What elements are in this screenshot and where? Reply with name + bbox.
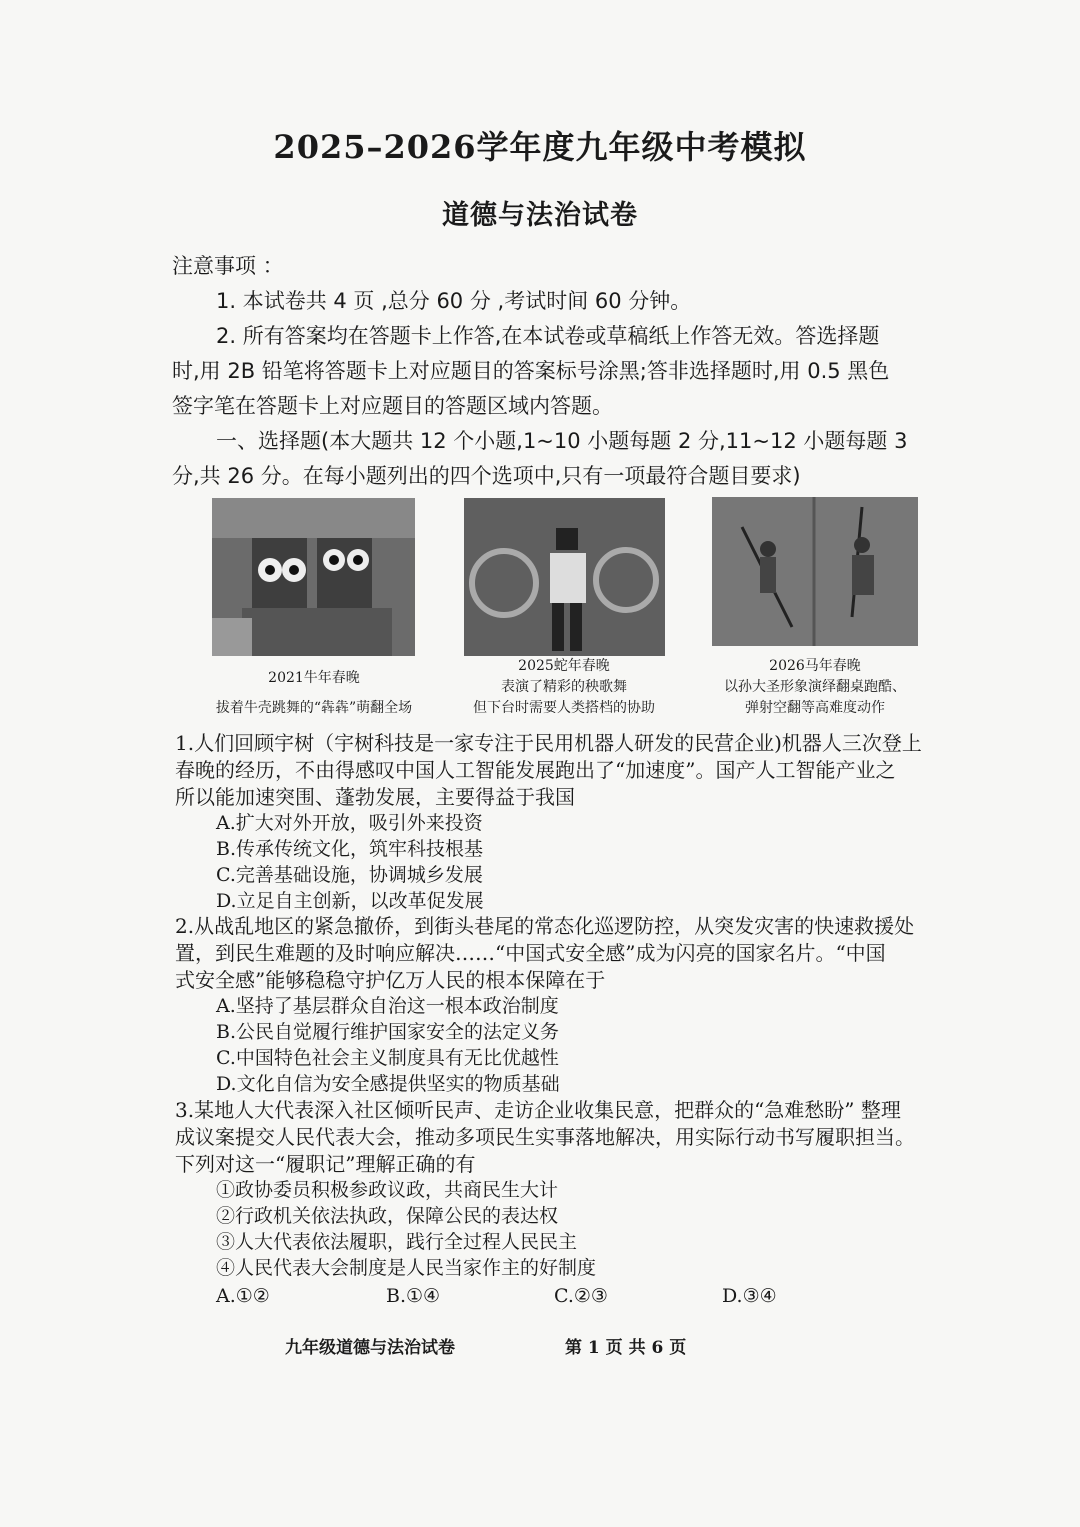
question-1-option-b: B.传承传统文化，筑牢科技根基 bbox=[216, 838, 484, 860]
image-caption-2-line-1: 2025蛇年春晚 bbox=[518, 658, 610, 674]
question-3-statement-1: ①政协委员积极参政议政，共商民生大计 bbox=[216, 1179, 559, 1201]
question-1-option-d: D.立足自主创新，以改革促发展 bbox=[216, 890, 484, 912]
section-instruction-line-1: 一、选择题(本大题共 12 个小题,1~10 小题每题 2 分,11~12 小题每题 3 bbox=[216, 429, 908, 453]
question-2-line-1: 2.从战乱地区的紧急撤侨，到街头巷尾的常态化巡逻防控，从突发灾害的快速救援处 bbox=[175, 914, 915, 938]
question-3-line-3: 下列对这一“履职记”理解正确的有 bbox=[175, 1152, 476, 1176]
question-3-option-b: B.①④ bbox=[386, 1285, 441, 1307]
question-1-line-1: 1.人们回顾宇树（宇树科技是一家专注于民用机器人研发的民营企业)机器人三次登上 bbox=[175, 731, 922, 755]
exam-title: 2025–2026学年度九年级中考模拟 bbox=[273, 128, 807, 166]
question-1-line-2: 春晚的经历，不由得感叹中国人工智能发展跑出了“加速度”。国产人工智能产业之 bbox=[175, 758, 896, 782]
robot-photo-2026 bbox=[712, 497, 918, 646]
image-caption-1-line-1: 2021牛年春晚 bbox=[268, 670, 360, 686]
notes-item-1: 1. 本试卷共 4 页 ,总分 60 分 ,考试时间 60 分钟。 bbox=[216, 289, 692, 313]
exam-subtitle: 道德与法治试卷 bbox=[442, 200, 638, 231]
question-2-line-2: 置，到民生难题的及时响应解决……“中国式安全感”成为闪亮的国家名片。“中国 bbox=[175, 941, 886, 965]
image-caption-1-line-2: 拔着牛壳跳舞的“犇犇”萌翻全场 bbox=[215, 700, 413, 716]
notes-item-2-line-1: 2. 所有答案均在答题卡上作答,在本试卷或草稿纸上作答无效。答选择题 bbox=[216, 324, 880, 348]
notes-item-2-line-2: 时,用 2B 铅笔将答题卡上对应题目的答案标号涂黑;答非选择题时,用 0.5 黑色 bbox=[172, 359, 890, 383]
question-2-line-3: 式安全感”能够稳稳守护亿万人民的根本保障在于 bbox=[175, 968, 606, 992]
robot-photo-2021 bbox=[212, 498, 415, 656]
question-2-option-d: D.文化自信为安全感提供坚实的物质基础 bbox=[216, 1073, 560, 1095]
question-3-statement-3: ③人大代表依法履职，践行全过程人民民主 bbox=[216, 1231, 578, 1253]
question-3-option-d: D.③④ bbox=[722, 1285, 777, 1307]
question-3-option-a: A.①② bbox=[216, 1285, 270, 1307]
footer-page-number: 第 1 页 共 6 页 bbox=[565, 1338, 687, 1358]
footer-exam-name: 九年级道德与法治试卷 bbox=[285, 1338, 455, 1358]
question-3-statement-4: ④人民代表大会制度是人民当家作主的好制度 bbox=[216, 1257, 597, 1279]
image-caption-3-line-2: 以孙大圣形象演绎翻桌跑酷、 bbox=[724, 679, 906, 695]
question-3-option-c: C.②③ bbox=[554, 1285, 608, 1307]
question-2-option-a: A.坚持了基层群众自治这一根本政治制度 bbox=[216, 995, 559, 1017]
image-caption-2-line-3: 但下台时需要人类搭档的协助 bbox=[473, 700, 655, 716]
question-1-line-3: 所以能加速突围、蓬勃发展，主要得益于我国 bbox=[175, 785, 575, 809]
image-caption-2-line-2: 表演了精彩的秧歌舞 bbox=[501, 679, 627, 695]
question-2-option-b: B.公民自觉履行维护国家安全的法定义务 bbox=[216, 1021, 560, 1043]
question-1-option-c: C.完善基础设施，协调城乡发展 bbox=[216, 864, 483, 886]
question-3-statement-2: ②行政机关依法执政，保障公民的表达权 bbox=[216, 1205, 559, 1227]
notes-heading: 注意事项 ： bbox=[172, 254, 284, 278]
image-caption-3-line-3: 弹射空翻等高难度动作 bbox=[745, 700, 885, 716]
question-3-line-1: 3.某地人大代表深入社区倾听民声、走访企业收集民意，把群众的“急难愁盼” 整理 bbox=[175, 1098, 901, 1122]
question-1-option-a: A.扩大对外开放，吸引外来投资 bbox=[216, 812, 483, 834]
notes-item-2-line-3: 签字笔在答题卡上对应题目的答题区域内答题。 bbox=[172, 394, 613, 418]
image-caption-3-line-1: 2026马年春晚 bbox=[769, 658, 861, 674]
question-2-option-c: C.中国特色社会主义制度具有无比优越性 bbox=[216, 1047, 559, 1069]
section-instruction-line-2: 分,共 26 分。在每小题列出的四个选项中,只有一项最符合题目要求) bbox=[172, 464, 801, 488]
question-3-line-2: 成议案提交人民代表大会，推动多项民生实事落地解决，用实际行动书写履职担当。 bbox=[175, 1125, 915, 1149]
robot-photo-2025 bbox=[464, 498, 665, 656]
